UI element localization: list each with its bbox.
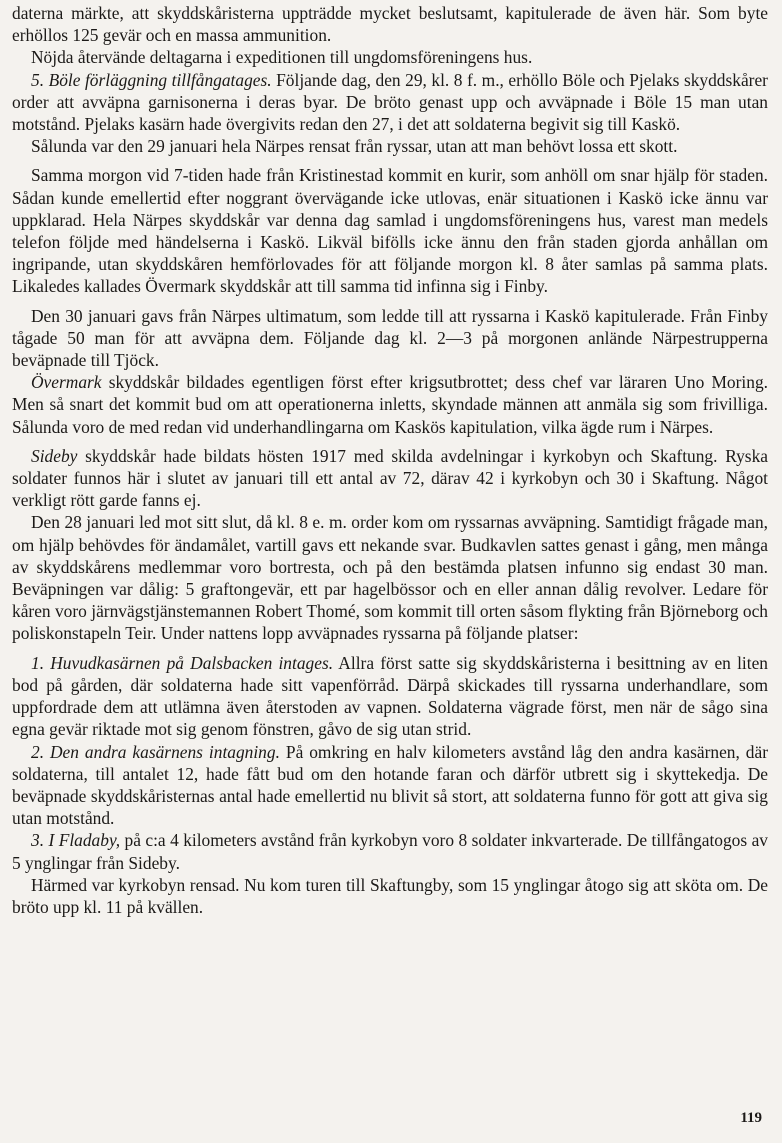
paragraph: daterna märkte, att skyddskåristerna uppträdde mycket beslutsamt, kapitulerade de även här. Som byte erhöllos 125 gevär och en massa ammunition. bbox=[12, 3, 768, 46]
paragraph: Samma morgon vid 7-tiden hade från Kristinestad kommit en kurir, som anhöll om snar hjälp för staden. Sådan kunde emellertid efter noggrant övervägande icke utlovas, enär situationen i Kaskö icke ännu var uppklarad. Hela Närpes skyddskår var denna dag samlad i ungdomsföreningens hus, varest man medels telefon följde med händelserna i Kaskö. Likväl bifölls icke ännu den från staden gjorda anhållan om ingripande, utan skyddskåren hemförlovades för att följande morgon kl. 8 åter samlas på samma plats. Likaledes kallades Övermark skyddskår att till samma tid infinna sig i Finby. bbox=[12, 165, 768, 297]
body-text bbox=[12, 2, 768, 918]
paragraph: Övermark skyddskår bildades egentligen först efter krigsutbrottet; dess chef var läraren Uno Moring. Men så snart det kommit bud om att operationerna inletts, skyndade männen att anmäla sig som frivilliga. Sålunda voro de med redan vid underhandlingarna om Kaskös kapitulation, vilka ägde rum i Närpes. bbox=[12, 372, 768, 437]
section-heading: 5. Böle förläggning tillfångatages. bbox=[31, 69, 272, 90]
paragraph: 3. I Fladaby, på c:a 4 kilometers avstånd från kyrkobyn voro 8 soldater inkvarterade. De tillfångatogos av 5 ynglingar från Sideby. bbox=[12, 830, 768, 873]
paragraph: Sideby skyddskår hade bildats hösten 1917 med skilda avdelningar i kyrkobyn och Skaftung. Ryska soldater funnos här i slutet av januari till ett antal av 72, därav 42 i kyrkobyn och 30 i Skaftung. Något verkligt rött garde fanns ej. bbox=[12, 445, 768, 511]
place-name: Sideby bbox=[31, 445, 78, 466]
section-heading: 2. Den andra kasärnens intagning. bbox=[31, 741, 280, 762]
paragraph: Den 28 januari led mot sitt slut, då kl. 8 e. m. order kom om ryssarnas avväpning. Samtidigt frågade man, om hjälp behövdes för ändamålet, vartill gavs ett nekande svar. Budkavlen sattes genast i gång, men många av skyddskårens medlemmar voro bortresta, och på den bestämda platsen infunno sig endast 30 man. Beväpningen var dålig: 5 graftongevär, ett par hagelbössor och en eller annan dålig revolver. Ledare för kåren voro järnvägstjänstemannen Robert Thomé, som kommit till orten såsom flykting från Björneborg och poliskonstapeln Teir. Under nattens lopp avväpnades ryssarna på följande platser: bbox=[12, 512, 768, 644]
page-number: 119 bbox=[740, 1110, 762, 1126]
paragraph: Sålunda var den 29 januari hela Närpes rensat från ryssar, utan att man behövt lossa ett skott. bbox=[31, 136, 678, 157]
paragraph: Nöjda återvände deltagarna i expeditionen till ungdomsföreningens hus. bbox=[31, 47, 533, 68]
place-name: Övermark bbox=[31, 372, 102, 393]
section-heading: 1. Huvudkasärnen på Dalsbacken intages. bbox=[31, 652, 334, 673]
paragraph: 1. Huvudkasärnen på Dalsbacken intages. Allra först satte sig skyddskåristerna i besittning av en liten bod på gården, där soldaterna hade sitt vapenförråd. Därpå skickades till ryssarna underhandlare, som uppfordrade dem att utlämna även återstoden av vapnen. Soldaterna vägrade först, men när de sågo sina egna gevär riktade mot sig genom fönstren, gåvo de sig utan strid. bbox=[12, 652, 768, 740]
section-heading: 3. I Fladaby, bbox=[31, 830, 121, 851]
paragraph: 5. Böle förläggning tillfångatages. Följande dag, den 29, kl. 8 f. m., erhöllo Böle och Pjelaks skyddskårer order att avväpna garnisonerna i deras byar. De bröto genast upp och avväpnade i Böle 15 man utan motstånd. Pjelaks kasärn hade övergivits redan den 27, i det att soldaterna begivit sig till Kaskö. bbox=[12, 69, 768, 135]
paragraph: 2. Den andra kasärnens intagning. På omkring en halv kilometers avstånd låg den andra kasärnen, där soldaterna, till antalet 12, hade fått bud om den hotande faran och därför utbrett sig i skyttekedja. De beväpnade skyddskåristernas antal hade emellertid nu blivit så stort, att soldaterna funno för gott att giva sig utan motstånd. bbox=[12, 741, 768, 829]
paragraph: Den 30 januari gavs från Närpes ultimatum, som ledde till att ryssarna i Kaskö kapitulerade. Från Finby tågade 50 man för att avväpna dem. Följande dag kl. 2—3 på morgonen anlände Närpestrupperna beväpnade till Tjöck. bbox=[12, 305, 768, 371]
paragraph: Härmed var kyrkobyn rensad. Nu kom turen till Skaftungby, som 15 ynglingar åtogo sig att sköta om. De bröto upp kl. 11 på kvällen. bbox=[12, 874, 768, 917]
